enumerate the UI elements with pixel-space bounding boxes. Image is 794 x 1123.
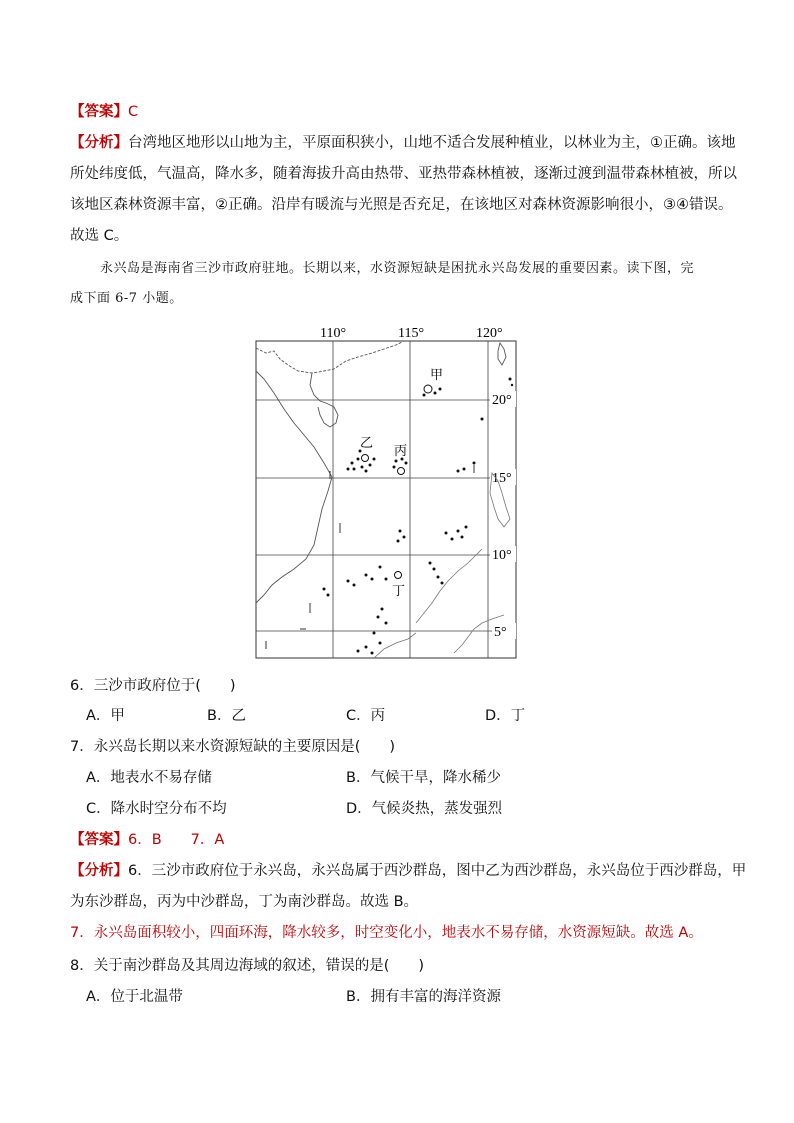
q6-stem: 6．三沙市政府位于( )	[70, 678, 236, 694]
lon-label-115: 115°	[398, 326, 425, 341]
lat-label-5: 5°	[494, 625, 507, 640]
lat-label-10: 10°	[492, 548, 512, 563]
taiwan-island	[498, 343, 506, 365]
analysis-text: 台湾地区地形以山地为主，平原面积狭小，山地不适合发展种植业，以林业为主，①正确。该地	[128, 135, 736, 151]
answer-line-2	[70, 830, 224, 850]
analysis2-line-1	[70, 861, 746, 881]
q6-option-a: A．甲	[86, 708, 125, 724]
answer-value-2: 6．B 7．A	[128, 832, 225, 848]
q8-option-a: A．位于北温带	[86, 989, 183, 1005]
lat-label-20: 20°	[492, 393, 512, 408]
analysis-line-3: 该地区森林资源丰富，②正确。沿岸有暖流与光照是否充足，在该地区对森林资源影响很小，③④错误。	[70, 197, 733, 213]
analysis-line-2: 所处纬度低，气温高，降水多，随着海拔升高由热带、亚热带森林植被，逐渐过渡到温带森林植被，所以	[70, 166, 737, 182]
small-islet-marks	[266, 465, 474, 649]
analysis2-line-2: 为东沙群岛，丙为中沙群岛，丁为南沙群岛。故选 B。	[70, 894, 419, 910]
label-yi: 乙	[360, 436, 374, 451]
label-bing: 丙	[394, 444, 408, 459]
answer-line-1	[70, 102, 138, 122]
analysis2-text: 6．三沙市政府位于永兴岛，永兴岛属于西沙群岛，图中乙为西沙群岛，永兴岛位于西沙群岛，甲	[128, 863, 747, 879]
china-south-coast	[256, 341, 404, 373]
dongsha-islands	[423, 385, 442, 397]
answer-tag: 【答案】	[70, 104, 128, 120]
q8-stem: 8．关于南沙群岛及其周边海域的叙述，错误的是( )	[70, 958, 425, 974]
xisha-islands	[347, 450, 376, 473]
q6-option-c: C．丙	[346, 708, 386, 724]
zhongsha-islands	[393, 458, 408, 475]
q7-option-a: A．地表水不易存储	[86, 770, 212, 786]
lon-label-110: 110°	[320, 326, 347, 341]
q6-option-d: D．丁	[485, 708, 526, 724]
palawan-coast	[416, 549, 482, 623]
south-china-sea-map	[254, 323, 524, 663]
label-ding: 丁	[392, 584, 406, 599]
q7-option-d: D．气候炎热，蒸发强烈	[346, 801, 503, 817]
q7-stem: 7．永兴岛长期以来水资源短缺的主要原因是( )	[70, 739, 396, 755]
intro-line-2: 成下面 6-7 小题。	[70, 291, 183, 306]
analysis-tag: 【分析】	[70, 135, 128, 151]
label-jia: 甲	[430, 368, 444, 383]
answer-value: C	[128, 104, 139, 120]
q8-option-b: B．拥有丰富的海洋资源	[346, 989, 501, 1005]
intro-line-1: 永兴岛是海南省三沙市政府驻地。长期以来，水资源短缺是困扰永兴岛发展的重要因素。读下图，完	[100, 261, 695, 276]
lon-label-120: 120°	[476, 326, 503, 341]
lat-label-15: 15°	[492, 471, 512, 486]
answer-tag-2: 【答案】	[70, 832, 128, 848]
map-frame	[256, 341, 516, 658]
q6-option-b: B．乙	[207, 708, 246, 724]
q7-option-c: C．降水时空分布不均	[86, 801, 227, 817]
analysis-line-1	[70, 133, 736, 153]
q7-option-b: B．气候干旱，降水稀少	[346, 770, 501, 786]
analysis2-line-3: 7．永兴岛面积较小，四面环海，降水较多，时空变化小，地表水不易存储，水资源短缺。故选 A。	[70, 925, 703, 941]
analysis-tag-2: 【分析】	[70, 863, 128, 879]
vietnam-coast	[256, 371, 332, 603]
analysis-line-4: 故选 C。	[70, 228, 129, 244]
